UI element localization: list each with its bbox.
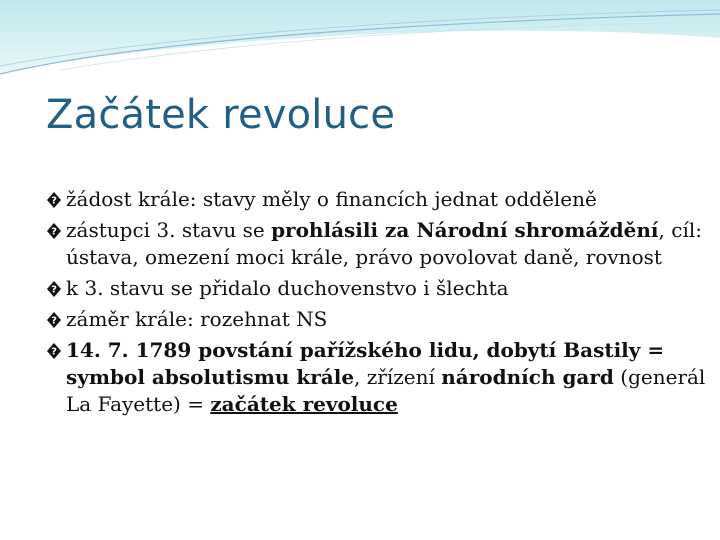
svg-text:?: ? (51, 226, 57, 238)
bullet-item (46, 337, 706, 418)
bullet-text-segment: , zřízení (354, 365, 442, 389)
bullet-text-segment: , cíl: ústava, omezení moci krále, právo povolovat daně, rovnost (66, 218, 702, 269)
bullet-text-segment: začátek revoluce (210, 392, 398, 416)
bullet-list (46, 186, 706, 422)
svg-text:?: ? (51, 346, 57, 358)
bullet-text-segment: národních gard (441, 365, 614, 389)
svg-text:?: ? (51, 284, 57, 296)
slide-title: Začátek revoluce (46, 92, 396, 138)
svg-text:?: ? (51, 195, 57, 207)
bullet-text-segment: žádost krále: stavy měly o financích jednat odděleně (66, 187, 597, 211)
missing-glyph-icon (46, 280, 62, 298)
bullet-text-segment: záměr krále: rozehnat NS (66, 307, 328, 331)
bullet-item (46, 275, 706, 302)
bullet-item (46, 217, 706, 271)
bullet-item (46, 306, 706, 333)
missing-glyph-icon (46, 342, 62, 360)
bullet-text-segment: prohlásili za Národní shromáždění (271, 218, 659, 242)
bullet-text-segment: 14. 7. 1789 povstání pařížského lidu, dobytí Bastily = symbol absolutismu krále (66, 338, 665, 389)
bullet-text-segment: zástupci 3. stavu se (66, 218, 272, 242)
bullet-text-segment: k 3. stavu se přidalo duchovenstvo i šlechta (66, 276, 509, 300)
missing-glyph-icon (46, 191, 62, 209)
missing-glyph-icon (46, 311, 62, 329)
svg-text:?: ? (51, 315, 57, 327)
bullet-item (46, 186, 706, 213)
missing-glyph-icon (46, 222, 62, 240)
bullet-text-segment: (generál La Fayette) = (66, 365, 706, 416)
